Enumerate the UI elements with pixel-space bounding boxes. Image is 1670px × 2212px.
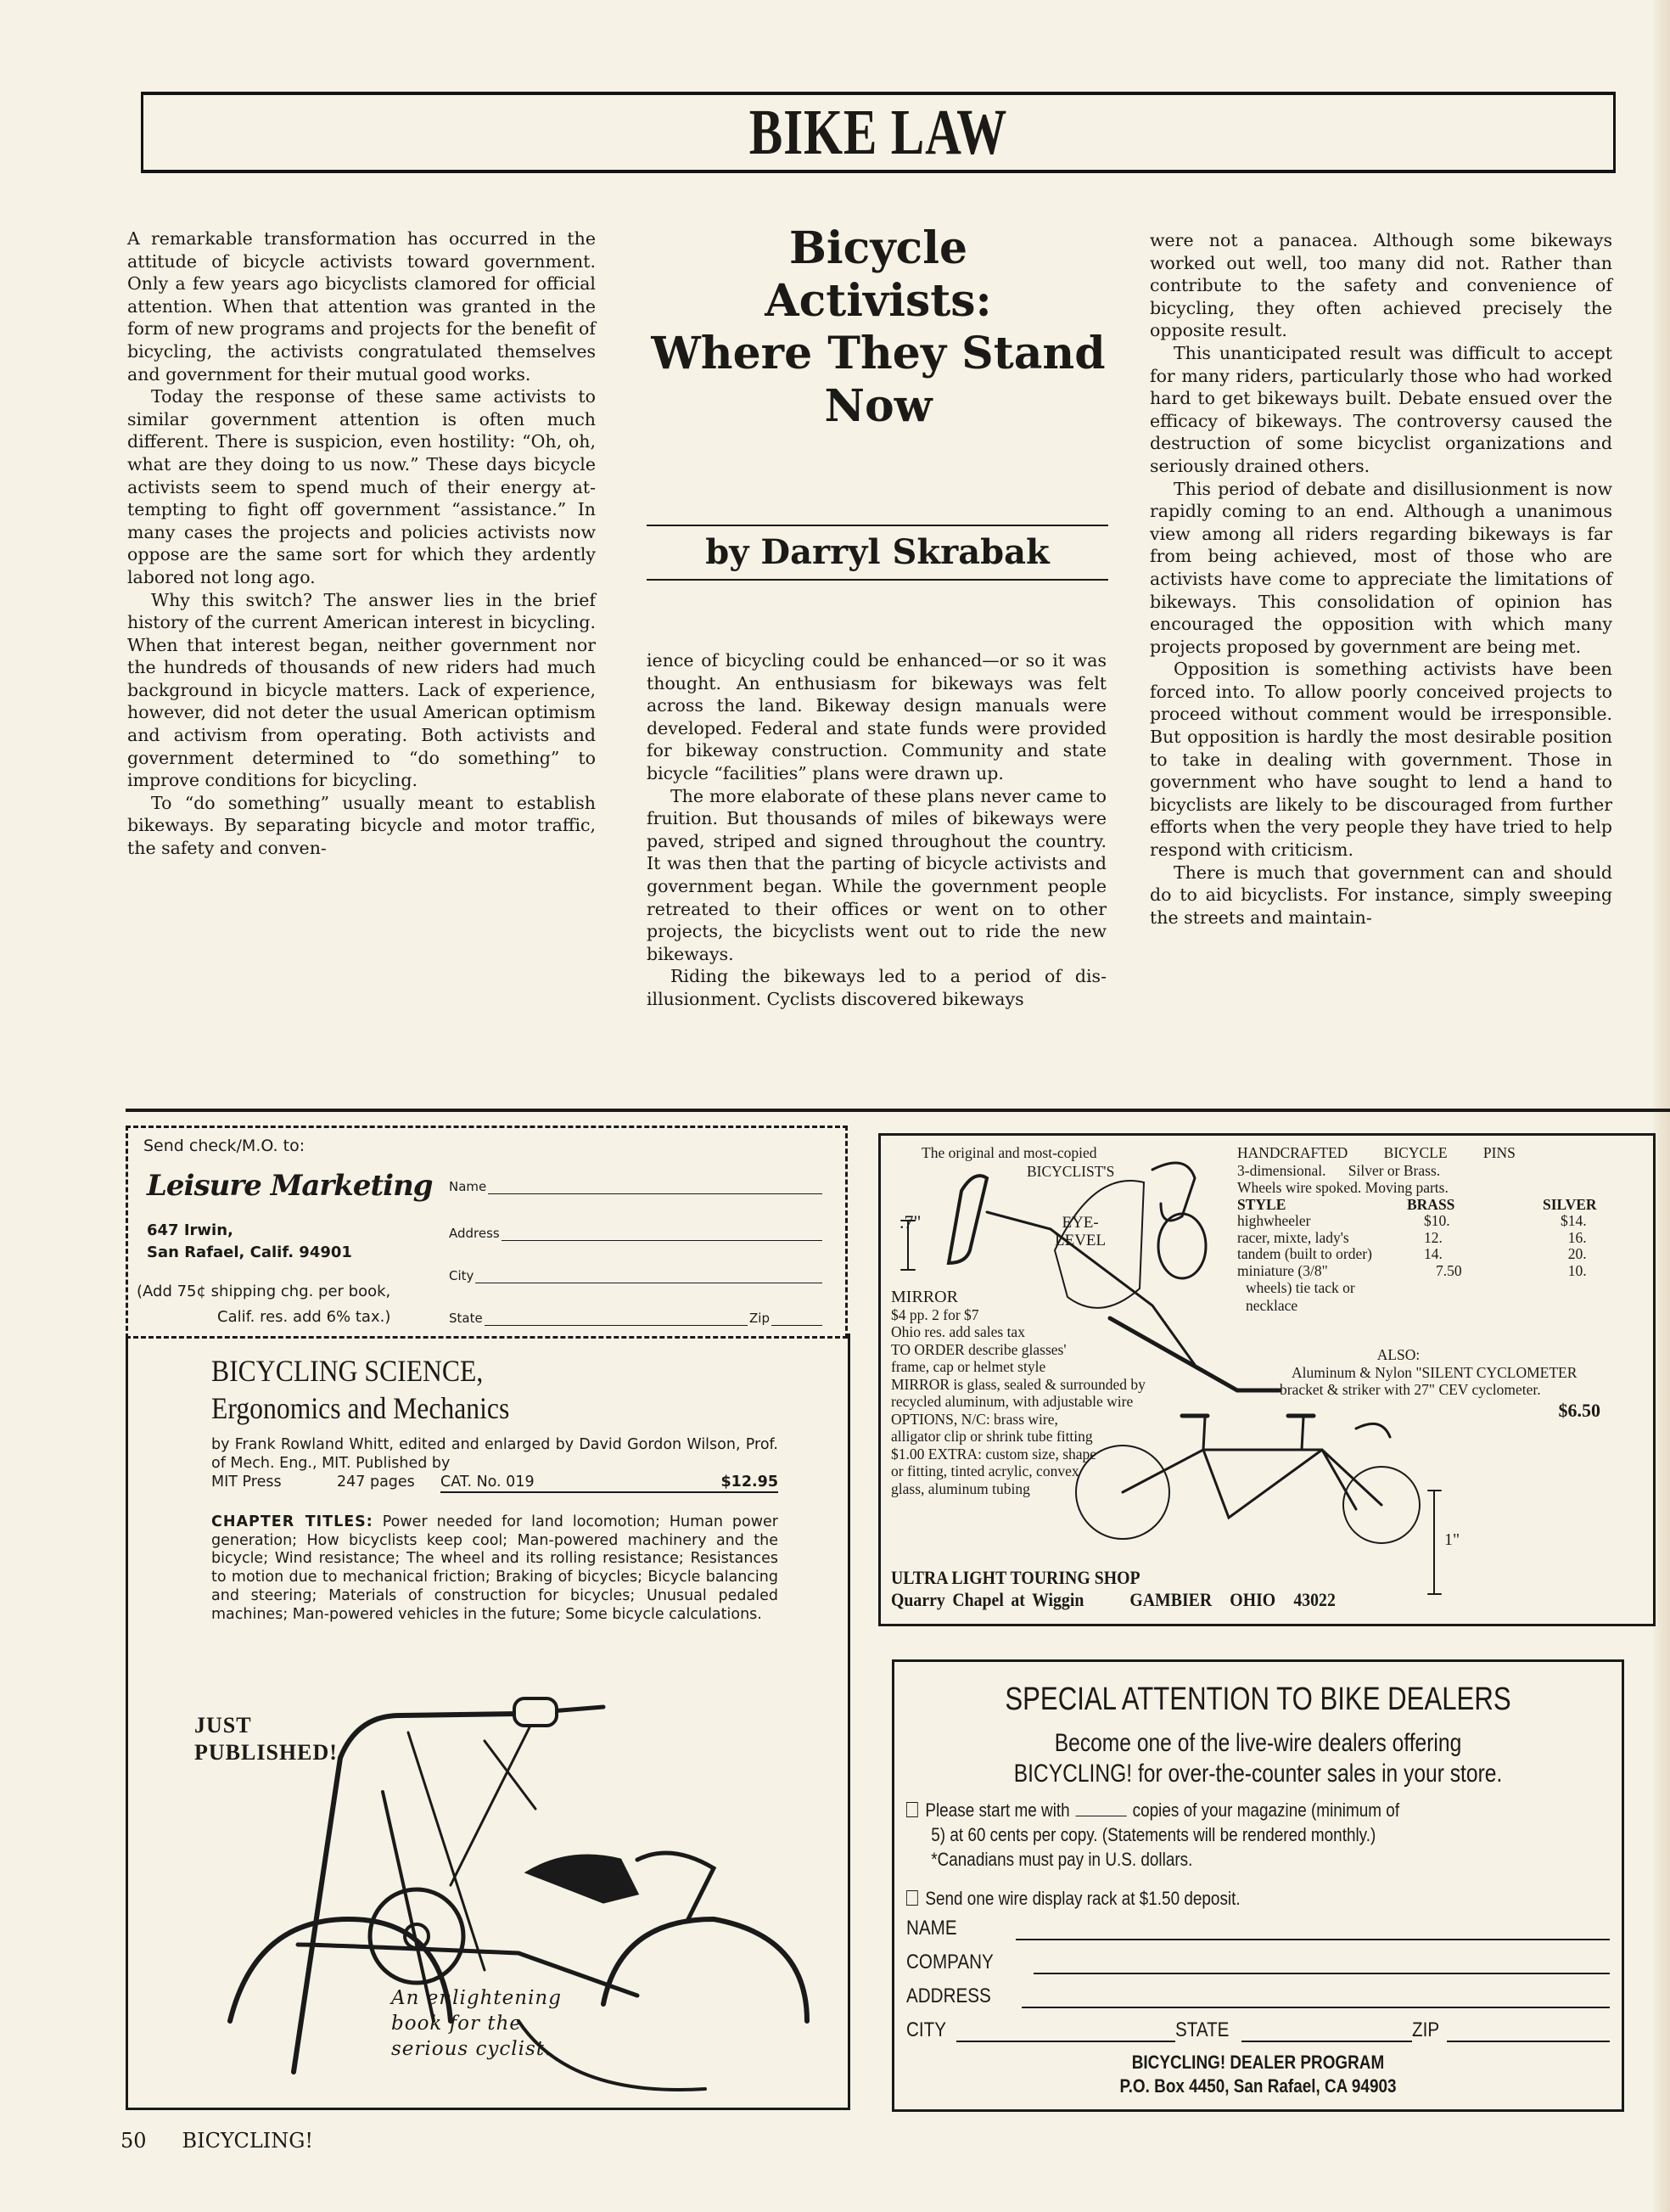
pin-dimension: 1" [1444, 1530, 1460, 1549]
option-text: Please start me with [925, 1799, 1070, 1821]
mirror-line: $4 pp. 2 for $7 [891, 1305, 979, 1323]
book-ad [126, 1333, 850, 2110]
book-description: by Frank Rowland Whitt, edited and enlarged by David Gordon Wilson, Prof. of Mech. Eng., MIT. Published by [211, 1436, 778, 1472]
chapter-titles [211, 1513, 778, 1624]
shipping-note [137, 1279, 390, 1330]
program-address: P.O. Box 4450, San Rafael, CA 94903 [1119, 2075, 1397, 2097]
article-paragraph: The more elaborate of these plans never came to fruition. But thousands of miles of bikeways were paved, striped and signed throughout the country. It was then that the parting of bicycle activists and government began. While the government people retreated to their offices or went on to other projects, the bicyclists went out to ride the new bikeways. [647, 785, 1107, 964]
book-price: $12.95 [720, 1473, 778, 1493]
subhead-line: Become one of the live-wire dealers offering [1054, 1729, 1462, 1757]
book-title-line: BICYCLING SCIENCE, [211, 1354, 484, 1388]
shop-name: ULTRA LIGHT TOURING SHOP [891, 1567, 1140, 1588]
shop-city: GAMBIER OHIO 43022 [1129, 1589, 1336, 1610]
pins-note: wheels) tie tack or [1246, 1279, 1355, 1296]
tagline-line: serious cyclist. [391, 2038, 552, 2060]
article-paragraph: Today the response of these same activists to similar government attention is often much different. There is suspicion, even hostility: “Oh, oh, what are they doing to us now.” These days bicycle activists seem to spend much of their energy attempting to fight off government “assistance.” In many cases the projects and policies activists now oppose are the same sort for which they ardently labored not long ago. [127, 386, 596, 587]
dealer-company-field[interactable] [906, 1951, 1610, 1974]
coupon-name-field[interactable] [449, 1179, 822, 1194]
book-title [211, 1352, 509, 1427]
shipping-line: (Add 75¢ shipping chg. per book, [137, 1283, 391, 1300]
leisure-marketing-logo: Leisure Marketing [147, 1169, 433, 1203]
company-address [147, 1220, 352, 1264]
pins-table-header [1237, 1197, 1597, 1214]
page-edge-shadow [1653, 0, 1670, 2212]
field-label: Zip [749, 1311, 770, 1326]
book-pages: 247 pages [337, 1474, 415, 1491]
article-paragraph: A remarkable transformation has occurred in the attitude of bicycle activists toward government. Only a few years ago bicyclists clamored for official attention. When that attention was granted in the form of new programs and projects for the benefit of bicycling, the activists congratulated themselves and government for their mutual good works. [127, 228, 596, 385]
article-paragraph: Why this switch? The answer lies in the brief history of the current American interest in bicycling. When that interest began, neither government nor the hundreds of thousands of new riders had much background in bicycle matters. Lack of experience, however, did not deter the usual American optimism and activism from operating. Both activists and government determined to “do something” to improve conditions for bicycling. [127, 589, 596, 791]
pin-style: miniature (3/8" [1237, 1261, 1328, 1279]
section-header-title: BIKE LAW [748, 97, 1008, 168]
mirror-line: glass, aluminum tubing [891, 1479, 1030, 1497]
column-header: STYLE [1237, 1195, 1286, 1213]
mirror-line: or fitting, tinted acrylic, convex [891, 1463, 1079, 1479]
pins-table-row [1237, 1246, 1597, 1263]
shipping-line: Calif. res. add 6% tax.) [217, 1308, 391, 1326]
magazine-copies-checkbox[interactable] [906, 1802, 918, 1817]
mirror-line: frame, cap or helmet style [891, 1358, 1046, 1375]
pins-note: necklace [1246, 1296, 1298, 1314]
mirror-line: $1.00 EXTRA: custom size, shape [891, 1445, 1097, 1463]
article-paragraph: were not a panacea. Although some bikeways worked out well, too many did not. Rather than contribute to the safety and convenience of bicycling, they often achieved precisely the opposite result. [1150, 230, 1612, 341]
eye-level-label [1055, 1214, 1106, 1249]
headline-line: Activists: [765, 275, 992, 327]
tagline-line: An enlightening [391, 1987, 562, 2009]
mirror-brand: BICYCLIST'S [1027, 1163, 1115, 1180]
dealer-headline: SPECIAL ATTENTION TO BIKE DEALERS [1005, 1681, 1511, 1717]
mirror-line: TO ORDER describe glasses' [891, 1340, 1067, 1358]
pins-title: HANDCRAFTED BICYCLE PINS [1237, 1144, 1516, 1161]
column-header: SILVER [1543, 1195, 1597, 1213]
just-published-line: JUST [194, 1713, 252, 1738]
article-column-3 [1150, 229, 1612, 929]
pin-brass-price: $10. [1424, 1212, 1450, 1229]
mirror-line: MIRROR [891, 1288, 958, 1306]
book-publisher: MIT Press [211, 1474, 282, 1491]
headline-line: Bicycle [788, 222, 968, 274]
field-label: Address [449, 1226, 500, 1241]
section-header-box [141, 92, 1616, 173]
book-catalog-number: CAT. No. 019 [440, 1473, 720, 1493]
dealer-program-ad [892, 1659, 1624, 2112]
pin-brass-price: 7.50 [1436, 1261, 1462, 1279]
byline-box [647, 525, 1108, 581]
book-title-line: Ergonomics and Mechanics [211, 1391, 510, 1425]
field-label: CITY [906, 2018, 947, 2041]
article-column-2 [647, 649, 1107, 1011]
mirror-line: recycled aluminum, with adjustable wire [891, 1393, 1134, 1410]
address-line: 647 Irwin, [147, 1221, 233, 1239]
field-label: ZIP [1412, 2018, 1440, 2041]
pins-price-table [1237, 1197, 1597, 1280]
field-label: COMPANY [906, 1951, 994, 1973]
book-tagline [391, 1985, 562, 2062]
pin-style: tandem (built to order) [1237, 1245, 1372, 1262]
program-name: BICYCLING! DEALER PROGRAM [1131, 2052, 1385, 2073]
dealer-city-state-zip-field[interactable] [906, 2018, 1610, 2042]
page-footer [120, 2129, 313, 2153]
address-line: San Rafael, Calif. 94901 [147, 1244, 352, 1261]
coupon-city-field[interactable] [449, 1268, 822, 1283]
pins-table-row [1237, 1213, 1597, 1230]
pin-brass-price: 14. [1424, 1245, 1443, 1262]
just-published-line: PUBLISHED! [194, 1740, 338, 1765]
mirror-line: Ohio res. add sales tax [891, 1323, 1025, 1340]
chapter-label: CHAPTER TITLES: [211, 1513, 373, 1530]
order-coupon [126, 1126, 848, 1339]
cyclometer-price: $6.50 [1558, 1399, 1600, 1421]
touring-shop-ad [878, 1133, 1656, 1626]
field-label: Name [449, 1179, 487, 1194]
chapter-list: Power needed for land locomotion; Human power generation; How bicyclists keep cool; Man-powered machinery and the bicycle; Wind resistance; The wheel and its rolling resistance; Resistances to motion due to mechanical friction; Braking of bicycles; Bicycle balancing and steering; Materials of construction for bicycles; Unusual pedaled machines; Man-powered vehicles in the future; Some bicycle calculations. [211, 1513, 778, 1623]
cyclometer-offer [1271, 1346, 1653, 1419]
shop-address: Quarry Chapel at Wiggin [891, 1589, 1084, 1610]
display-rack-checkbox[interactable] [906, 1890, 918, 1906]
field-label: NAME [906, 1917, 957, 1940]
article-paragraph: To “do something” usually meant to establish bikeways. By separating bicycle and motor traffic, the safety and conven- [127, 792, 596, 859]
article-column-1 [127, 227, 596, 860]
headline-line: Now [824, 380, 933, 432]
mirror-line: MIRROR is glass, sealed & surrounded by [891, 1375, 1146, 1393]
dealer-subhead [960, 1728, 1556, 1789]
headline-line: Where They Stand [651, 328, 1106, 379]
also-label: ALSO: [1376, 1346, 1421, 1363]
cyclometer-line: bracket & striker with 27" CEV cyclometer. [1280, 1381, 1541, 1398]
cyclometer-line: Aluminum & Nylon "SILENT CYCLOMETER [1292, 1363, 1578, 1381]
byline: by Darryl Skrabak [705, 532, 1050, 572]
pin-silver-price: 20. [1567, 1245, 1587, 1262]
coupon-state-zip-field[interactable] [449, 1311, 822, 1326]
magazine-copies-option [906, 1798, 1399, 1872]
pin-silver-price: 10. [1567, 1261, 1587, 1279]
pins-description: Wheels wire spoked. Moving parts. [1237, 1179, 1449, 1196]
coupon-address-field[interactable] [449, 1226, 822, 1241]
dealer-program-info [945, 2051, 1571, 2098]
eye-level-line: LEVEL [1055, 1232, 1107, 1249]
option-text: Send one wire display rack at $1.50 deposit. [925, 1888, 1241, 1909]
mirror-details [891, 1288, 1315, 1497]
article-paragraph: Opposition is something activists have been forced into. To allow poorly conceived projects to proceed without comment would be irresponsible. But opposition is hardly the most desirable position to take in dealing with government. Those in government who have sought to lend a hand to bicyclists are likely to be discouraged from further efforts when the very people they have tried to help respond with criticism. [1150, 659, 1612, 861]
article-paragraph: Riding the bikeways led to a period of disillusionment. Cyclists discovered bikeways [647, 966, 1107, 1009]
pins-table-row [1237, 1230, 1597, 1247]
tagline-line: book for the [391, 2013, 522, 2035]
eye-level-line: EYE- [1062, 1214, 1099, 1232]
pin-silver-price: 16. [1567, 1228, 1587, 1246]
pin-style: racer, mixte, lady's [1237, 1228, 1349, 1246]
option-text: copies of your magazine (minimum of [1132, 1799, 1400, 1821]
section-divider-rule [126, 1109, 1670, 1112]
pins-description: 3-dimensional. Silver or Brass. [1237, 1161, 1441, 1179]
article-headline [632, 222, 1124, 433]
mirror-line: OPTIONS, N/C: brass wire, [891, 1410, 1058, 1428]
mirror-intro: The original and most-copied [922, 1144, 1097, 1161]
pins-table-row [1237, 1263, 1597, 1280]
dealer-address-field[interactable] [906, 1985, 1610, 2008]
column-header: BRASS [1407, 1195, 1455, 1213]
dealer-name-field[interactable] [906, 1917, 1610, 1940]
just-published-label [194, 1712, 338, 1766]
subhead-line: BICYCLING! for over-the-counter sales in your store. [1013, 1760, 1503, 1788]
field-label: ADDRESS [906, 1985, 991, 2007]
display-rack-option [906, 1886, 1241, 1911]
pin-silver-price: $14. [1560, 1212, 1587, 1229]
field-label: STATE [1175, 2018, 1230, 2041]
field-label: State [449, 1311, 483, 1326]
pin-brass-price: 12. [1424, 1228, 1443, 1246]
mirror-line: alligator clip or shrink tube fitting [891, 1428, 1093, 1445]
book-meta [211, 1473, 778, 1493]
bicycle-pins-section [1237, 1144, 1636, 1314]
article-paragraph: There is much that government can and should do to aid bicyclists. For instance, simply sweeping the streets and maintain- [1150, 862, 1612, 928]
pin-style: highwheeler [1237, 1212, 1311, 1229]
article-paragraph: This unanticipated result was difficult to accept for many riders, particularly those who had worked hard to get bikeways built. Debate ensued over the efficacy of bikeways. The controversy caused the destruction of some bicyclist organizations and seriously drained others. [1150, 342, 1612, 476]
mirror-dimension: .7" [899, 1211, 922, 1232]
option-text: *Canadians must pay in U.S. dollars. [931, 1849, 1193, 1870]
send-to-label: Send check/M.O. to: [143, 1137, 305, 1155]
shop-info [891, 1567, 1336, 1611]
publication-name: BICYCLING! [182, 2129, 314, 2153]
article-paragraph: ience of bicycling could be enhanced—or so it was thought. An enthusiasm for bikeways was felt across the land. Bikeway design manuals were developed. Federal and state funds were provided for bikeway construction. Community and state bicycle “facilities” plans were drawn up. [647, 650, 1107, 783]
field-label: City [449, 1268, 474, 1283]
page-number: 50 [120, 2129, 147, 2153]
option-text: 5) at 60 cents per copy. (Statements will be rendered monthly.) [931, 1824, 1376, 1845]
article-paragraph: This period of debate and disillusionment is now rapidly coming to an end. Although a unanimous view among all riders regarding bikeways is far from being achieved, most of those who are activists have come to appreciate the limitations of bikeways. This consolidation of opinion has encouraged the opposition with which many projects proposed by government are being met. [1150, 478, 1612, 657]
